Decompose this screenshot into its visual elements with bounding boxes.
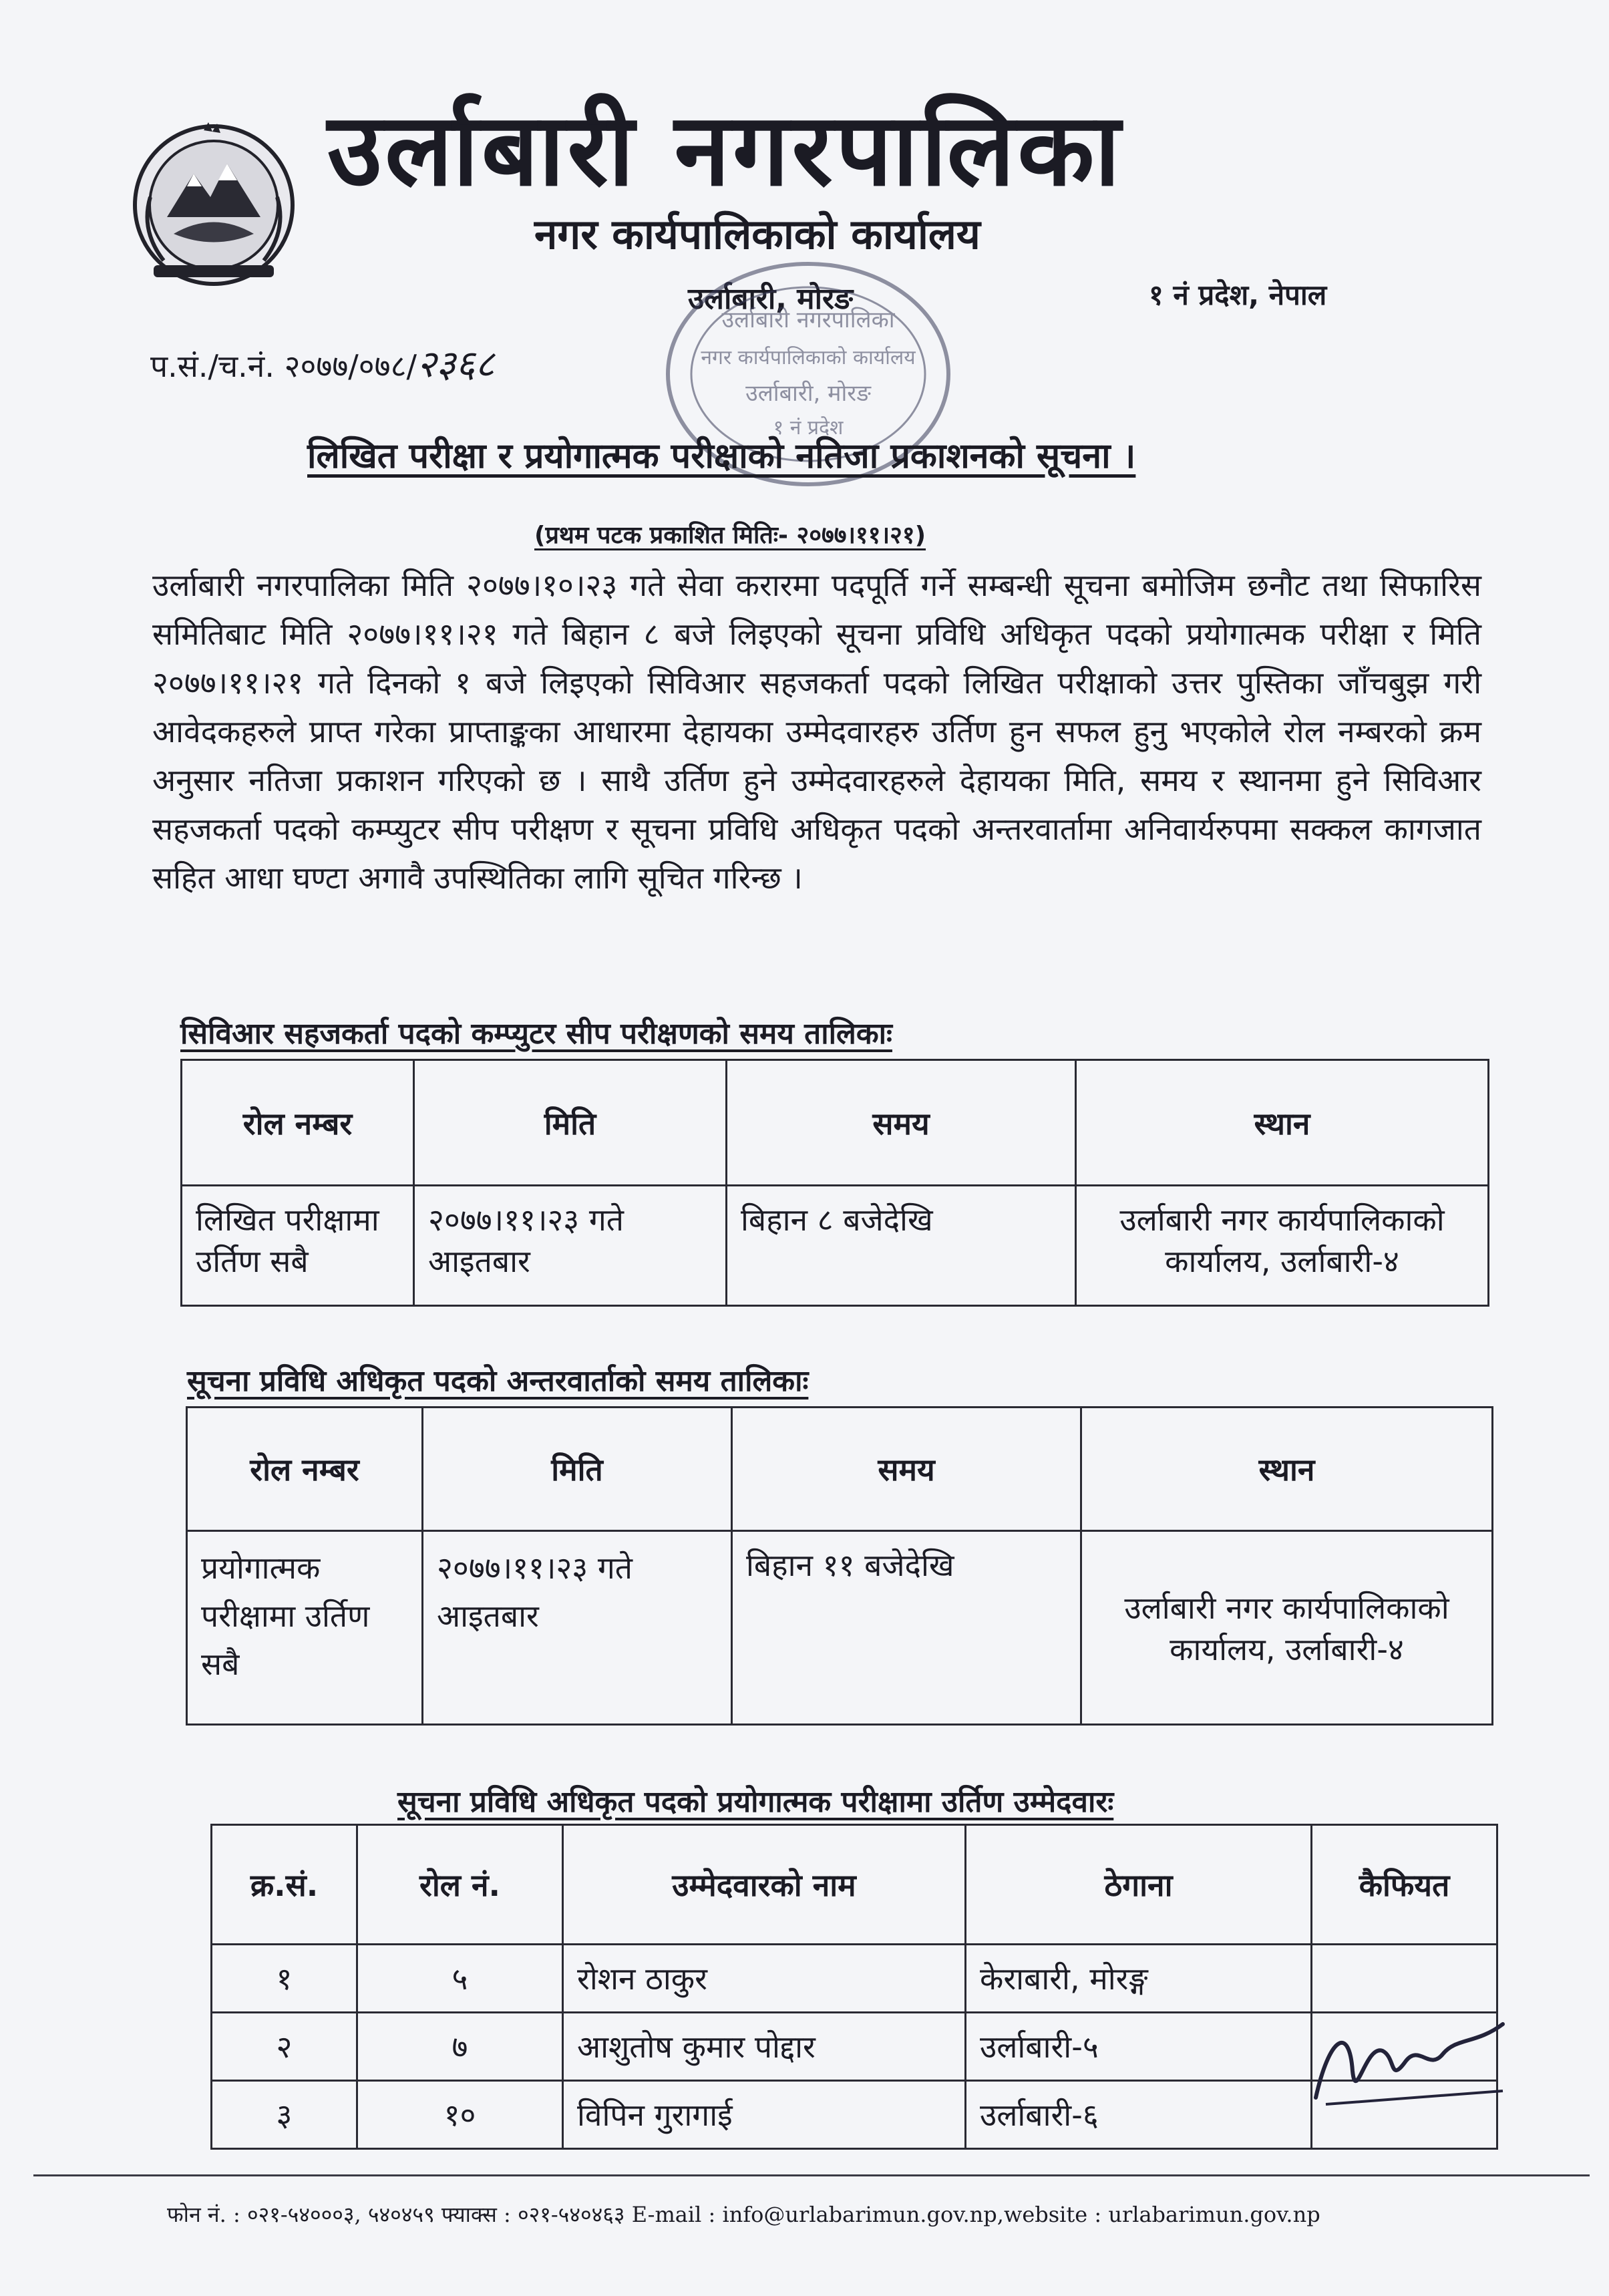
schedule1-venue: उर्लाबारी नगर कार्यपालिकाको कार्यालय, उर्लाबारी-४ bbox=[1076, 1186, 1489, 1306]
schedule2-header-roll: रोल नम्बर bbox=[187, 1408, 423, 1531]
result-sn: ३ bbox=[212, 2081, 357, 2149]
schedule2-date: २०७७।११।२३ गते आइतबार bbox=[423, 1531, 732, 1725]
nepal-emblem-icon bbox=[127, 117, 301, 291]
results-header-name: उम्मेदवारको नाम bbox=[563, 1825, 966, 1945]
province-label: १ नं प्रदेश, नेपाल bbox=[1149, 279, 1327, 311]
results-title: सूचना प्रविधि अधिकृत पदको प्रयोगात्मक परीक्षामा उर्तिण उम्मेदवारः bbox=[397, 1785, 1114, 1819]
table-row bbox=[187, 1531, 1493, 1725]
reference-label: प.सं./च.नं. २०७७/०७८/ bbox=[150, 348, 417, 384]
published-date: (प्रथम पटक प्रकाशित मितिः- २०७७।११।२१) bbox=[534, 522, 926, 549]
office-name: नगर कार्यपालिकाको कार्यालय bbox=[534, 210, 980, 259]
officer-signature-icon bbox=[1302, 1997, 1523, 2164]
schedule1-header-date: मिति bbox=[414, 1060, 727, 1186]
schedule1-header-roll: रोल नम्बर bbox=[182, 1060, 414, 1186]
schedule2-time: बिहान ११ बजेदेखि bbox=[732, 1531, 1081, 1725]
stamp-line-1: उर्लाबारी नगरपालिका bbox=[721, 307, 895, 333]
schedule1-header-time: समय bbox=[727, 1060, 1076, 1186]
reference-handwritten: २३६८ bbox=[417, 343, 495, 386]
schedule2-table bbox=[186, 1406, 1493, 1726]
result-sn: २ bbox=[212, 2013, 357, 2081]
result-sn: १ bbox=[212, 1945, 357, 2013]
result-roll: ५ bbox=[357, 1945, 563, 2013]
stamp-line-4: १ नं प्रदेश bbox=[773, 416, 844, 440]
schedule2-roll: प्रयोगात्मक परीक्षामा उर्तिण सबै bbox=[187, 1531, 423, 1725]
result-roll: १० bbox=[357, 2081, 563, 2149]
result-address: उर्लाबारी-६ bbox=[966, 2081, 1312, 2149]
result-name: रोशन ठाकुर bbox=[563, 1945, 966, 2013]
results-header-remark: कैफियत bbox=[1312, 1825, 1497, 1945]
result-name: विपिन गुरागाई bbox=[563, 2081, 966, 2149]
table-header-row bbox=[212, 1825, 1497, 1945]
schedule1-time: बिहान ८ बजेदेखि bbox=[727, 1186, 1076, 1306]
municipality-name: उर्लाबारी नगरपालिका bbox=[327, 92, 1123, 208]
schedule1-date: २०७७।११।२३ गते आइतबार bbox=[414, 1186, 727, 1306]
schedule2-venue: उर्लाबारी नगर कार्यपालिकाको कार्यालय, उर्लाबारी-४ bbox=[1081, 1531, 1493, 1725]
results-header-roll: रोल नं. bbox=[357, 1825, 563, 1945]
result-address: उर्लाबारी-५ bbox=[966, 2013, 1312, 2081]
schedule1-header-venue: स्थान bbox=[1076, 1060, 1489, 1186]
result-roll: ७ bbox=[357, 2013, 563, 2081]
footer-contact: फोन नं. : ०२१-५४०००३, ५४०४५९ फ्याक्स : ०२१-५४०४६३ E-mail : info@urlabarimun.gov.np,website : urlabarimun.gov.np bbox=[167, 2202, 1320, 2227]
schedule2-header-time: समय bbox=[732, 1408, 1081, 1531]
schedule1-title: सिविआर सहजकर्ता पदको कम्प्युटर सीप परीक्षणको समय तालिकाः bbox=[180, 1017, 892, 1051]
footer-divider bbox=[33, 2174, 1590, 2176]
result-address: केराबारी, मोरङ्ग bbox=[966, 1945, 1312, 2013]
schedule1-roll: लिखित परीक्षामा उर्तिण सबै bbox=[182, 1186, 414, 1306]
schedule2-title: सूचना प्रविधि अधिकृत पदको अन्तरवार्ताको समय तालिकाः bbox=[187, 1364, 809, 1398]
schedule2-header-date: मिति bbox=[423, 1408, 732, 1531]
table-row bbox=[182, 1186, 1489, 1306]
stamp-line-3: उर्लाबारी, मोरङ bbox=[745, 380, 871, 407]
result-name: आशुतोष कुमार पोद्दार bbox=[563, 2013, 966, 2081]
results-header-sn: क्र.सं. bbox=[212, 1825, 357, 1945]
schedule2-header-venue: स्थान bbox=[1081, 1408, 1493, 1531]
notice-body: उर्लाबारी नगरपालिका मिति २०७७।१०।२३ गते सेवा करारमा पदपूर्ति गर्ने सम्बन्धी सूचना बमोजिम छनौट तथा सिफारिस समितिबाट मिति २०७७।११।२१ गते बिहान ८ बजे लिइएको सूचना प्रविधि अधिकृत पदको प्रयोगात्मक परीक्षा र मिति २०७७।११।२१ गते दिनको १ बजे लिइएको सिविआर सहजकर्ता पदको लिखित परीक्षाको उत्तर पुस्तिका जाँचबुझ गरी आवेदकहरुले प्राप्त गरेका प्राप्ताङ्कका आधारमा देहायका उम्मेदवारहरु उर्तिण हुन सफल हुनु भएकोले रोल नम्बरको क्रम अनुसार नतिजा प्रकाशन गरिएको छ । साथै उर्तिण हुने उम्मेदवारहरुले देहायका मिति, समय र स्थानमा हुने सिविआर सहजकर्ता पदको कम्प्युटर सीप परीक्षण र सूचना प्रविधि अधिकृत पदको अन्तरवार्तामा अनिवार्यरुपमा सक्कल कागजात सहित आधा घण्टा अगावै उपस्थितिका लागि सूचित गरिन्छ । bbox=[152, 567, 1481, 896]
table-header-row bbox=[187, 1408, 1493, 1531]
notice-title: लिखित परीक्षा र प्रयोगात्मक परीक्षाको नतिजा प्रकाशनको सूचना । bbox=[307, 436, 1136, 476]
table-header-row bbox=[182, 1060, 1489, 1186]
stamp-line-2: नगर कार्यपालिकाको कार्यालय bbox=[701, 346, 916, 369]
schedule1-table bbox=[180, 1059, 1489, 1307]
results-header-address: ठेगाना bbox=[966, 1825, 1312, 1945]
reference-number bbox=[150, 337, 495, 388]
office-location: उर्लाबारी, मोरङ bbox=[688, 282, 854, 316]
